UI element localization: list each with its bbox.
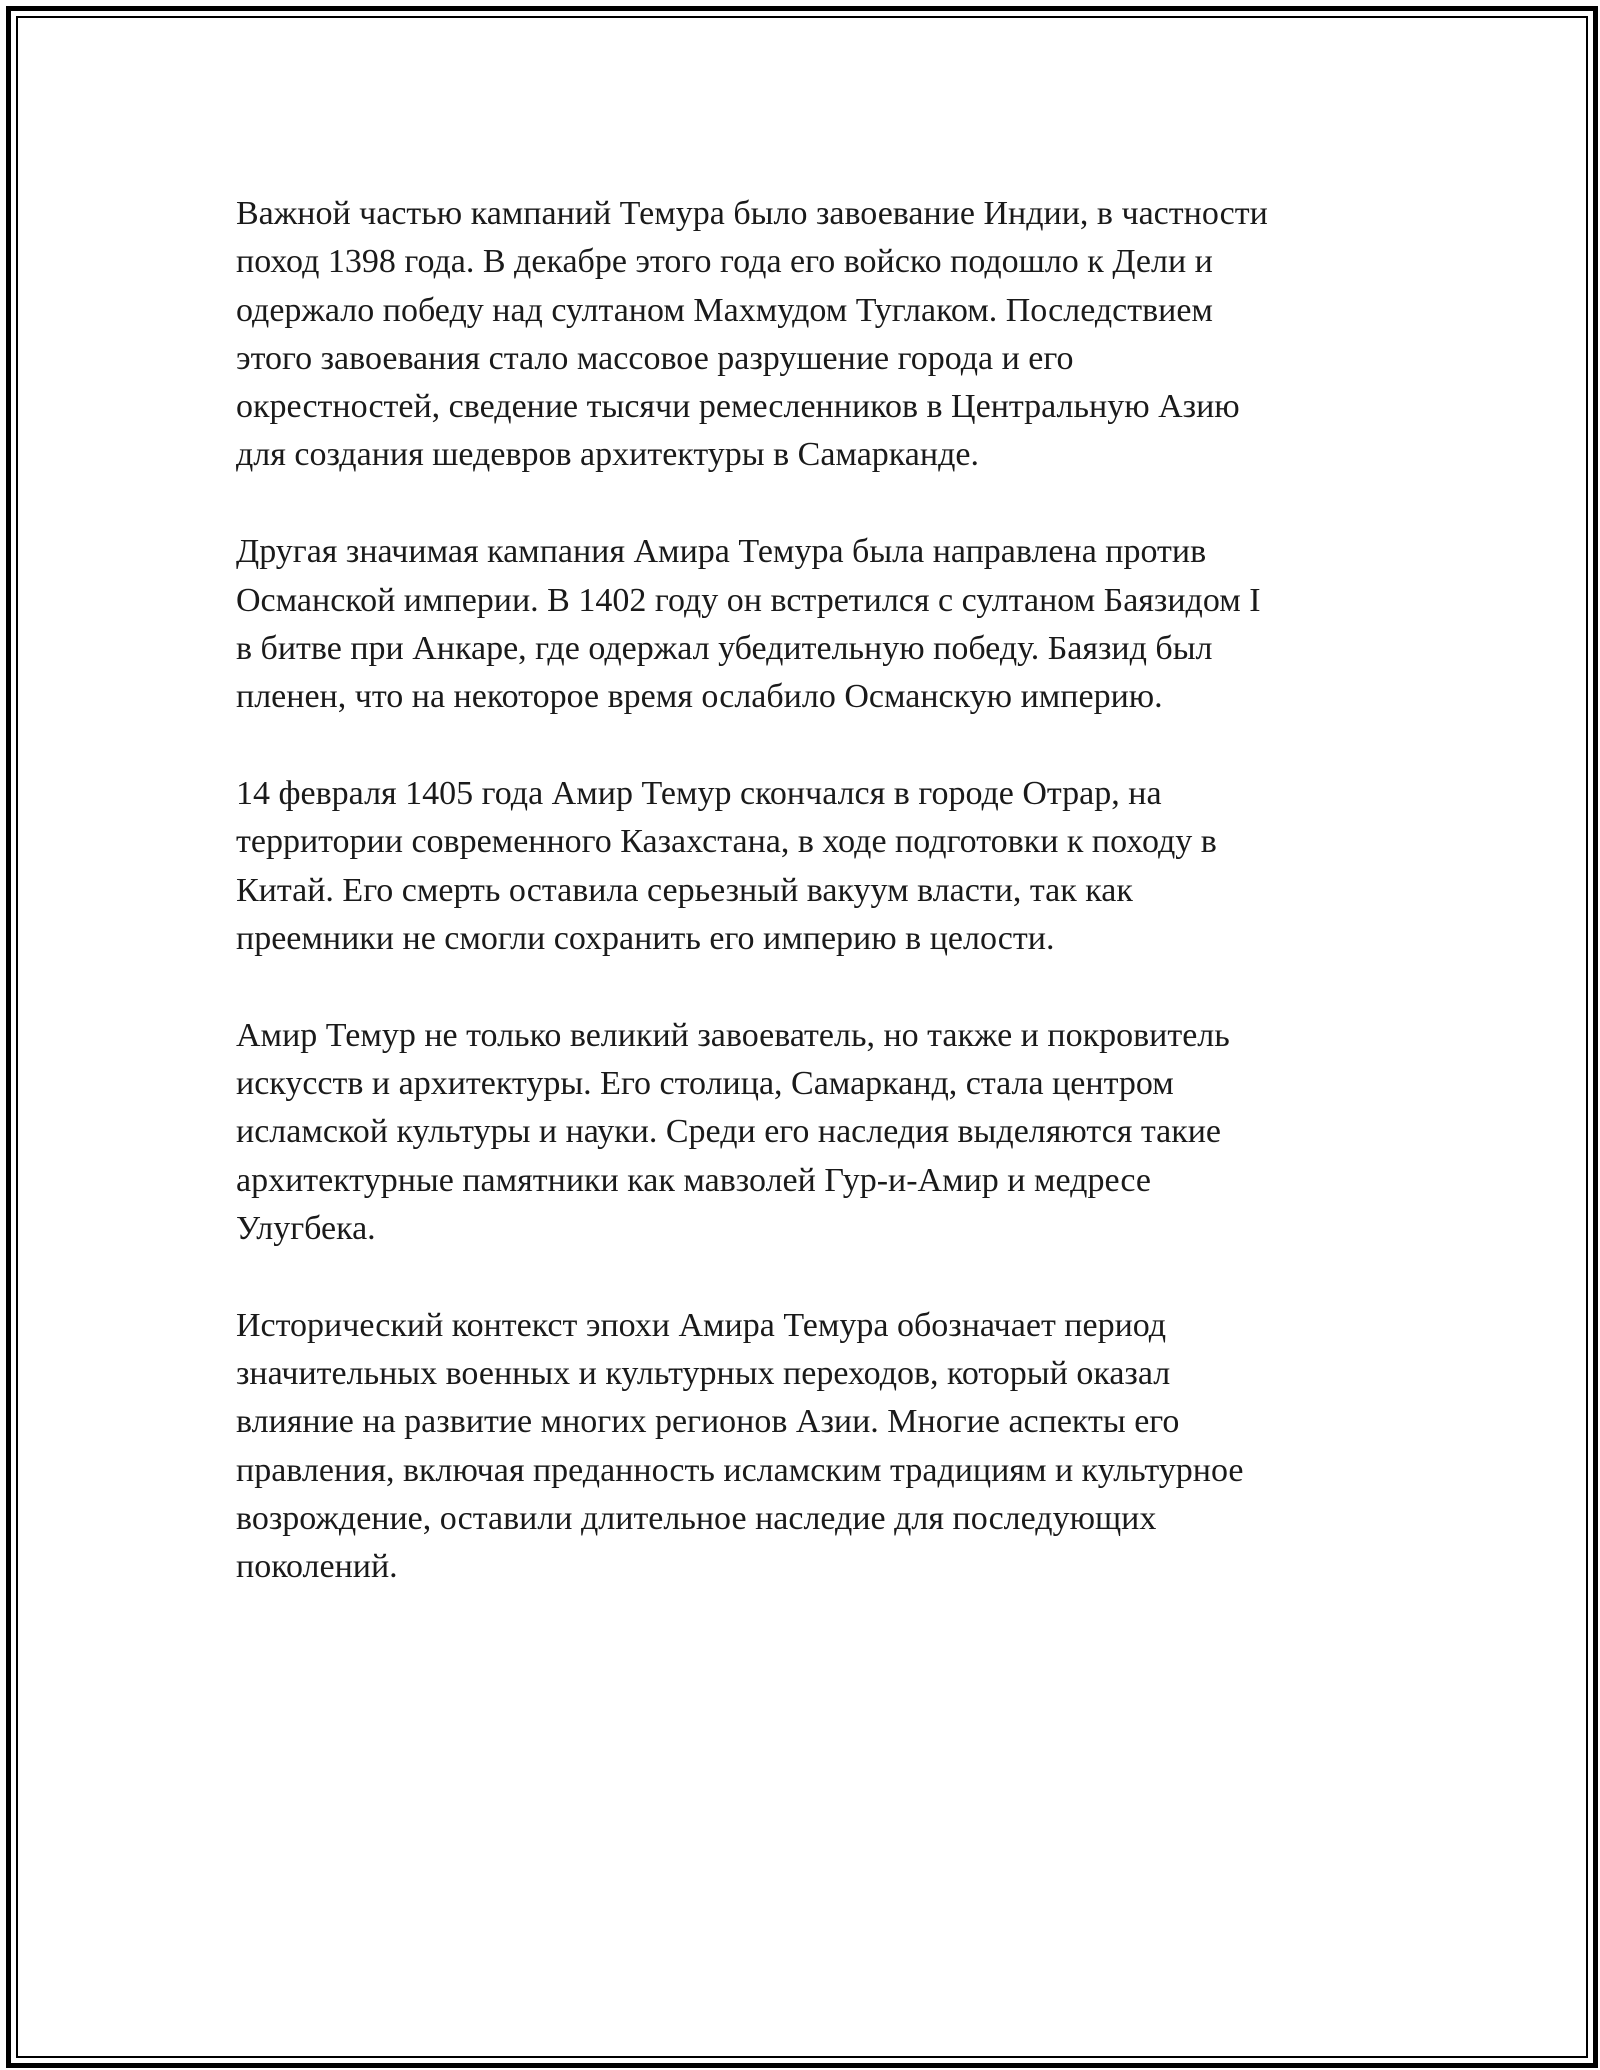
- text-line: значительных военных и культурных переходов, который оказал: [236, 1354, 1171, 1392]
- text-line: поколений.: [236, 1548, 398, 1586]
- text-line: Амир Темур не только великий завоеватель, но также и покровитель: [236, 1016, 1230, 1054]
- text-line: для создания шедевров архитектуры в Самарканде.: [236, 436, 979, 474]
- text-line: Улугбека.: [236, 1209, 376, 1247]
- text-line: этого завоевания стало массовое разрушение города и его: [236, 339, 1074, 377]
- text-line: территории современного Казахстана, в ходе подготовки к походу в: [236, 823, 1217, 861]
- text-line: Османской империи. В 1402 году он встретился с султаном Баязидом I: [236, 581, 1261, 619]
- text-line: одержало победу над султаном Махмудом Туглаком. Последствием: [236, 291, 1213, 329]
- text-line: Важной частью кампаний Темура было завоевание Индии, в частности: [236, 195, 1268, 232]
- text-line: поход 1398 года. В декабре этого года его войско подошло к Дели и: [236, 243, 1213, 281]
- paragraph-ottoman-campaign: [236, 528, 1396, 721]
- text-line: пленен, что на некоторое время ослабило Османскую империю.: [236, 678, 1163, 716]
- paragraph-patron-of-arts: [236, 1012, 1396, 1253]
- text-line: правления, включая преданность исламским традициям и культурное: [236, 1451, 1244, 1489]
- text-line: преемники не смогли сохранить его империю в целости.: [236, 919, 1055, 957]
- paragraph-death: [236, 770, 1396, 963]
- text-line: Другая значимая кампания Амира Темура была направлена против: [236, 533, 1207, 571]
- text-line: 14 февраля 1405 года Амир Темур скончался в городе Отрар, на: [236, 774, 1162, 812]
- paragraph-india-campaign: [236, 190, 1396, 480]
- text-line: Китай. Его смерть оставила серьезный вакуум власти, так как: [236, 871, 1133, 909]
- text-line: возрождение, оставили длительное наследие для последующих: [236, 1499, 1157, 1537]
- text-line: архитектурные памятники как мавзолей Гур-и-Амир и медресе: [236, 1161, 1151, 1199]
- text-line: Исторический контекст эпохи Амира Темура обозначает период: [236, 1306, 1167, 1344]
- text-line: в битве при Анкаре, где одержал убедительную победу. Баязид был: [236, 629, 1213, 667]
- text-line: искусств и архитектуры. Его столица, Самарканд, стала центром: [236, 1064, 1174, 1102]
- document-body: [236, 190, 1396, 1640]
- paragraph-historical-context: [236, 1302, 1396, 1592]
- text-line: влияние на развитие многих регионов Азии. Многие аспекты его: [236, 1403, 1180, 1441]
- text-line: исламской культуры и науки. Среди его наследия выделяются такие: [236, 1113, 1222, 1151]
- text-line: окрестностей, сведение тысячи ремесленников в Центральную Азию: [236, 388, 1240, 426]
